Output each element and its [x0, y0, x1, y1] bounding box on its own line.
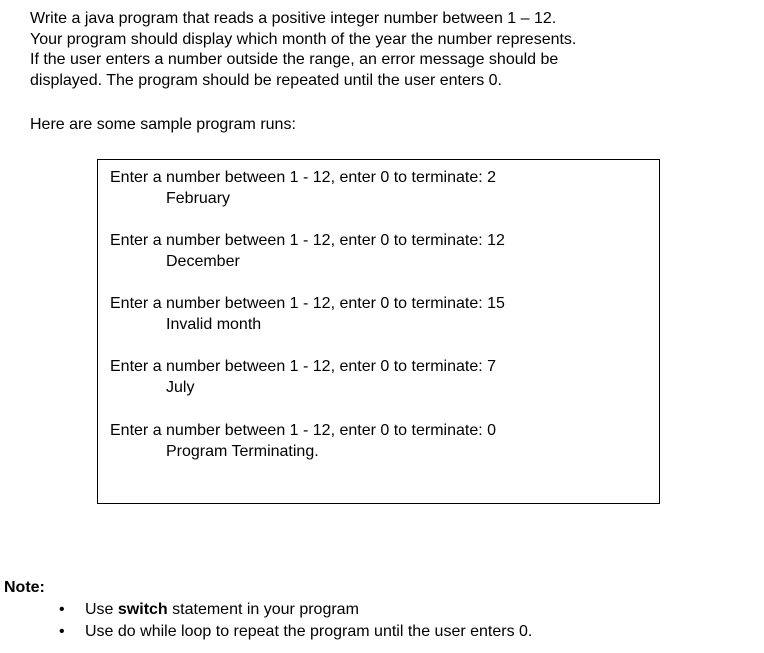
run-output: December — [166, 253, 240, 270]
note-list — [56, 599, 532, 643]
note-keyword: switch — [117, 601, 168, 618]
instruction-line: If the user enters a number outside the range, an error message should be — [30, 51, 559, 68]
instruction-line: displayed. The program should be repeated until the user enters 0. — [30, 71, 502, 89]
run-prompt: Enter a number between 1 - 12, enter 0 to terminate: 0 — [110, 422, 496, 439]
sample-run — [110, 230, 650, 272]
sample-runs-intro: Here are some sample program runs: — [30, 116, 296, 133]
bullet-icon: • — [59, 623, 65, 640]
note-item — [56, 621, 532, 643]
sample-run — [110, 356, 650, 398]
sample-run — [110, 420, 650, 462]
run-prompt: Enter a number between 1 - 12, enter 0 to terminate: 7 — [110, 358, 496, 375]
sample-run — [110, 167, 650, 209]
instruction-line: Write a java program that reads a positive integer number between 1 – 12. — [30, 10, 557, 27]
run-prompt: Enter a number between 1 - 12, enter 0 to terminate: 2 — [110, 169, 496, 186]
note-text-after: statement in your program — [167, 601, 359, 618]
note-text-before: Use — [85, 601, 118, 618]
note-item — [56, 599, 532, 621]
sample-run — [110, 293, 650, 335]
run-output: February — [166, 190, 231, 207]
instructions-paragraph — [30, 9, 750, 91]
note-label: Note: — [4, 579, 45, 596]
instruction-line: Your program should display which month of the year the number represents. — [30, 30, 577, 48]
run-output: Invalid month — [166, 316, 262, 333]
bullet-icon: • — [59, 601, 65, 618]
sample-runs-box — [97, 159, 660, 504]
note-text-before: Use do while loop to repeat the program until the user enters 0. — [85, 623, 533, 640]
run-output: Program Terminating. — [166, 443, 319, 460]
run-prompt: Enter a number between 1 - 12, enter 0 to terminate: 12 — [110, 232, 505, 249]
run-output: July — [166, 379, 195, 396]
run-prompt: Enter a number between 1 - 12, enter 0 to terminate: 15 — [110, 295, 505, 312]
